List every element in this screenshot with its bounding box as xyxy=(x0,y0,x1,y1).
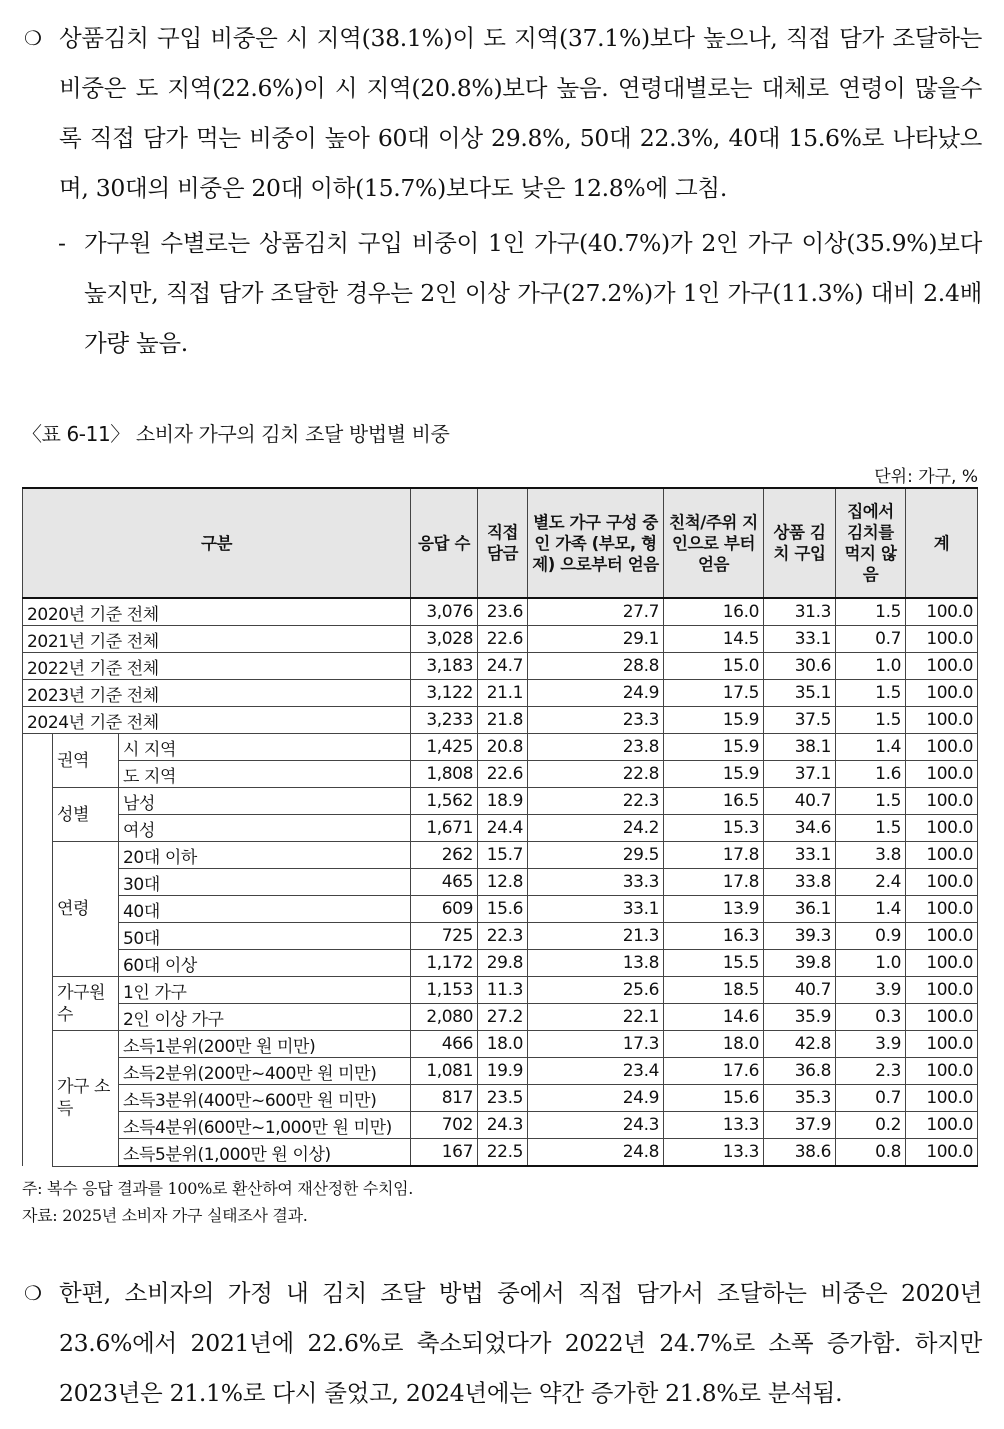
table-cell: 21.8 xyxy=(478,707,528,734)
table-cell: 24.9 xyxy=(528,1085,664,1112)
row-label: 소득5분위(1,000만 원 이상) xyxy=(119,1139,411,1167)
table-cell: 100.0 xyxy=(906,1004,978,1031)
table-cell: 35.9 xyxy=(764,1004,836,1031)
table-cell: 609 xyxy=(411,896,478,923)
table-cell: 13.3 xyxy=(664,1112,764,1139)
table-row xyxy=(23,707,978,734)
table-cell: 100.0 xyxy=(906,653,978,680)
table-cell: 15.3 xyxy=(664,815,764,842)
table-cell: 15.9 xyxy=(664,761,764,788)
table-cell: 18.5 xyxy=(664,977,764,1004)
table-cell: 1.4 xyxy=(836,896,906,923)
group-label: 가구 소득 xyxy=(53,1031,119,1167)
group-label: 권역 xyxy=(53,734,119,788)
table-cell: 2.4 xyxy=(836,869,906,896)
table-cell: 0.3 xyxy=(836,1004,906,1031)
circle-bullet-icon: ❍ xyxy=(24,1281,42,1305)
table-row xyxy=(23,950,978,977)
table-cell: 11.3 xyxy=(478,977,528,1004)
circle-bullet-icon: ❍ xyxy=(24,26,42,50)
column-header: 별도 가구 구성 중인 가족 (부모, 형제) 으로부터 얻음 xyxy=(528,488,664,598)
table-cell: 1.6 xyxy=(836,761,906,788)
table-cell: 24.9 xyxy=(528,680,664,707)
table-cell: 1,172 xyxy=(411,950,478,977)
table-cell: 1.4 xyxy=(836,734,906,761)
table-row xyxy=(23,842,978,869)
table-cell: 33.1 xyxy=(528,896,664,923)
table-footnote: 주: 복수 응답 결과를 100%로 환산하여 재산정한 수치임. xyxy=(22,1179,414,1198)
indent-cell xyxy=(23,842,53,977)
row-label: 소득1분위(200만 원 미만) xyxy=(119,1031,411,1058)
table-cell: 22.5 xyxy=(478,1139,528,1167)
table-cell: 17.3 xyxy=(528,1031,664,1058)
table-cell: 24.8 xyxy=(528,1139,664,1167)
paragraph-text: 가구원 수별로는 상품김치 구입 비중이 1인 가구(40.7%)가 2인 가구 이상(35.9%)보다 높지만, 직접 담가 조달한 경우는 2인 이상 가구(27.2%)가 1인 가구(11.3%) 대비 2.4배 가량 높음. xyxy=(84,229,982,357)
row-label: 2020년 기준 전체 xyxy=(23,598,411,626)
indent-cell xyxy=(23,1031,53,1167)
column-header: 구분 xyxy=(23,488,411,598)
row-label: 2021년 기준 전체 xyxy=(23,626,411,653)
row-label: 50대 xyxy=(119,923,411,950)
table-cell: 100.0 xyxy=(906,977,978,1004)
table-cell: 1.0 xyxy=(836,950,906,977)
dash-bullet: - xyxy=(58,229,66,257)
table-cell: 100.0 xyxy=(906,680,978,707)
row-label: 20대 이하 xyxy=(119,842,411,869)
table-cell: 466 xyxy=(411,1031,478,1058)
row-label: 소득4분위(600만~1,000만 원 미만) xyxy=(119,1112,411,1139)
table-cell: 22.6 xyxy=(478,761,528,788)
table-cell: 33.3 xyxy=(528,869,664,896)
table-cell: 17.8 xyxy=(664,842,764,869)
table-cell: 15.9 xyxy=(664,734,764,761)
table-cell: 21.3 xyxy=(528,923,664,950)
table-row xyxy=(23,1085,978,1112)
row-label: 30대 xyxy=(119,869,411,896)
table-cell: 100.0 xyxy=(906,598,978,626)
table-cell: 22.8 xyxy=(528,761,664,788)
table-cell: 725 xyxy=(411,923,478,950)
table-cell: 17.6 xyxy=(664,1058,764,1085)
table-cell: 21.1 xyxy=(478,680,528,707)
paragraph-text: 상품김치 구입 비중은 시 지역(38.1%)이 도 지역(37.1%)보다 높으나, 직접 담가 조달하는 비중은 도 지역(22.6%)이 시 지역(20.8%)보다 높음. 연령대별로는 대체로 연령이 많을수록 직접 담가 먹는 비중이 높아 60대 이상 29.8%, 50대 22.3%, 40대 15.6%로 나타났으며, 30대의 비중은 20대 이하(15.7%)보다도 낮은 12.8%에 그침. xyxy=(59,24,982,202)
table-cell: 1,671 xyxy=(411,815,478,842)
table-cell: 18.9 xyxy=(478,788,528,815)
row-label: 여성 xyxy=(119,815,411,842)
table-cell: 24.4 xyxy=(478,815,528,842)
table-cell: 15.9 xyxy=(664,707,764,734)
table-cell: 33.1 xyxy=(764,842,836,869)
table-cell: 3.8 xyxy=(836,842,906,869)
table-row xyxy=(23,1004,978,1031)
table-cell: 39.3 xyxy=(764,923,836,950)
table-cell: 0.2 xyxy=(836,1112,906,1139)
row-label: 2023년 기준 전체 xyxy=(23,680,411,707)
column-header: 계 xyxy=(906,488,978,598)
table-cell: 1,808 xyxy=(411,761,478,788)
table-cell: 100.0 xyxy=(906,896,978,923)
row-label: 소득2분위(200만~400만 원 미만) xyxy=(119,1058,411,1085)
table-cell: 39.8 xyxy=(764,950,836,977)
row-label: 1인 가구 xyxy=(119,977,411,1004)
kimchi-procurement-table xyxy=(22,487,978,1167)
table-cell: 37.9 xyxy=(764,1112,836,1139)
table-cell: 16.0 xyxy=(664,598,764,626)
table-cell: 3.9 xyxy=(836,1031,906,1058)
table-row xyxy=(23,788,978,815)
row-label: 소득3분위(400만~600만 원 미만) xyxy=(119,1085,411,1112)
table-cell: 1.5 xyxy=(836,815,906,842)
table-cell: 100.0 xyxy=(906,869,978,896)
table-row xyxy=(23,1031,978,1058)
table-cell: 35.3 xyxy=(764,1085,836,1112)
table-cell: 1,425 xyxy=(411,734,478,761)
table-cell: 24.7 xyxy=(478,653,528,680)
table-cell: 37.1 xyxy=(764,761,836,788)
table-row xyxy=(23,680,978,707)
table-row xyxy=(23,869,978,896)
column-header: 응답 수 xyxy=(411,488,478,598)
table-row xyxy=(23,1058,978,1085)
table-cell: 100.0 xyxy=(906,734,978,761)
table-cell: 24.3 xyxy=(478,1112,528,1139)
table-cell: 36.8 xyxy=(764,1058,836,1085)
table-row xyxy=(23,1139,978,1167)
table-cell: 36.1 xyxy=(764,896,836,923)
table-row xyxy=(23,734,978,761)
table-row xyxy=(23,815,978,842)
table-row xyxy=(23,977,978,1004)
table-cell: 23.8 xyxy=(528,734,664,761)
indent-cell xyxy=(23,734,53,788)
table-cell: 40.7 xyxy=(764,788,836,815)
table-cell: 34.6 xyxy=(764,815,836,842)
table-cell: 3,233 xyxy=(411,707,478,734)
table-row xyxy=(23,653,978,680)
group-label: 가구원 수 xyxy=(53,977,119,1031)
table-cell: 31.3 xyxy=(764,598,836,626)
table-cell: 100.0 xyxy=(906,788,978,815)
table-cell: 100.0 xyxy=(906,1031,978,1058)
table-cell: 22.3 xyxy=(528,788,664,815)
row-label: 남성 xyxy=(119,788,411,815)
table-cell: 35.1 xyxy=(764,680,836,707)
table-cell: 16.3 xyxy=(664,923,764,950)
table-cell: 100.0 xyxy=(906,950,978,977)
table-cell: 16.5 xyxy=(664,788,764,815)
table-cell: 1.5 xyxy=(836,788,906,815)
table-cell: 37.5 xyxy=(764,707,836,734)
table-cell: 0.9 xyxy=(836,923,906,950)
table-row xyxy=(23,923,978,950)
table-cell: 1.5 xyxy=(836,598,906,626)
table-cell: 100.0 xyxy=(906,815,978,842)
table-cell: 100.0 xyxy=(906,842,978,869)
table-cell: 1.0 xyxy=(836,653,906,680)
table-cell: 23.5 xyxy=(478,1085,528,1112)
table-cell: 15.5 xyxy=(664,950,764,977)
table-cell: 15.6 xyxy=(664,1085,764,1112)
group-label: 연령 xyxy=(53,842,119,977)
table-cell: 24.3 xyxy=(528,1112,664,1139)
table-cell: 100.0 xyxy=(906,1058,978,1085)
table-cell: 3,028 xyxy=(411,626,478,653)
table-cell: 100.0 xyxy=(906,707,978,734)
table-cell: 13.8 xyxy=(528,950,664,977)
table-cell: 12.8 xyxy=(478,869,528,896)
table-row xyxy=(23,598,978,626)
table-cell: 100.0 xyxy=(906,626,978,653)
table-cell: 100.0 xyxy=(906,1085,978,1112)
table-source: 자료: 2025년 소비자 가구 실태조사 결과. xyxy=(22,1206,308,1225)
table-cell: 23.6 xyxy=(478,598,528,626)
table-cell: 465 xyxy=(411,869,478,896)
table-cell: 22.6 xyxy=(478,626,528,653)
row-label: 도 지역 xyxy=(119,761,411,788)
table-cell: 1.5 xyxy=(836,680,906,707)
table-cell: 23.3 xyxy=(528,707,664,734)
table-cell: 17.5 xyxy=(664,680,764,707)
table-cell: 38.6 xyxy=(764,1139,836,1167)
table-cell: 22.3 xyxy=(478,923,528,950)
table-cell: 167 xyxy=(411,1139,478,1167)
column-header: 직접 담금 xyxy=(478,488,528,598)
table-row xyxy=(23,761,978,788)
row-label: 2022년 기준 전체 xyxy=(23,653,411,680)
table-cell: 15.0 xyxy=(664,653,764,680)
table-cell: 38.1 xyxy=(764,734,836,761)
table-cell: 3,076 xyxy=(411,598,478,626)
column-header: 상품 김치 구입 xyxy=(764,488,836,598)
table-cell: 0.7 xyxy=(836,626,906,653)
table-cell: 19.9 xyxy=(478,1058,528,1085)
table-unit: 단위: 가구, % xyxy=(874,467,978,487)
table-cell: 100.0 xyxy=(906,761,978,788)
table-cell: 817 xyxy=(411,1085,478,1112)
table-cell: 25.6 xyxy=(528,977,664,1004)
table-cell: 18.0 xyxy=(664,1031,764,1058)
table-cell: 100.0 xyxy=(906,1139,978,1167)
paragraph-household-size xyxy=(58,218,982,368)
table-cell: 27.7 xyxy=(528,598,664,626)
table-cell: 1,562 xyxy=(411,788,478,815)
table-notes xyxy=(22,1175,413,1229)
table-cell: 28.8 xyxy=(528,653,664,680)
table-cell: 15.6 xyxy=(478,896,528,923)
table-row xyxy=(23,626,978,653)
row-label: 2인 이상 가구 xyxy=(119,1004,411,1031)
row-label: 2024년 기준 전체 xyxy=(23,707,411,734)
table-cell: 13.9 xyxy=(664,896,764,923)
table-cell: 2.3 xyxy=(836,1058,906,1085)
table-cell: 27.2 xyxy=(478,1004,528,1031)
table-cell: 33.1 xyxy=(764,626,836,653)
table-cell: 22.1 xyxy=(528,1004,664,1031)
table-header xyxy=(23,488,978,598)
table-cell: 29.8 xyxy=(478,950,528,977)
column-header: 친척/주위 지인으로 부터 얻음 xyxy=(664,488,764,598)
table-cell: 1,153 xyxy=(411,977,478,1004)
indent-cell xyxy=(23,977,53,1031)
table-cell: 29.5 xyxy=(528,842,664,869)
table-cell: 33.8 xyxy=(764,869,836,896)
table-cell: 30.6 xyxy=(764,653,836,680)
table-cell: 100.0 xyxy=(906,923,978,950)
table-cell: 42.8 xyxy=(764,1031,836,1058)
paragraph-trend xyxy=(24,1268,982,1418)
table-cell: 0.7 xyxy=(836,1085,906,1112)
table-cell: 100.0 xyxy=(906,1112,978,1139)
table-cell: 702 xyxy=(411,1112,478,1139)
table-cell: 15.7 xyxy=(478,842,528,869)
table-cell: 2,080 xyxy=(411,1004,478,1031)
row-label: 시 지역 xyxy=(119,734,411,761)
row-label: 60대 이상 xyxy=(119,950,411,977)
table-cell: 3.9 xyxy=(836,977,906,1004)
table-cell: 262 xyxy=(411,842,478,869)
table-title: 〈표 6-11〉 소비자 가구의 김치 조달 방법별 비중 xyxy=(22,422,450,446)
table-cell: 24.2 xyxy=(528,815,664,842)
table-cell: 29.1 xyxy=(528,626,664,653)
column-header: 집에서 김치를 먹지 않음 xyxy=(836,488,906,598)
table-cell: 0.8 xyxy=(836,1139,906,1167)
table-cell: 17.8 xyxy=(664,869,764,896)
table-cell: 14.6 xyxy=(664,1004,764,1031)
table-cell: 23.4 xyxy=(528,1058,664,1085)
table-cell: 20.8 xyxy=(478,734,528,761)
table-cell: 3,183 xyxy=(411,653,478,680)
indent-cell xyxy=(23,788,53,842)
table-cell: 13.3 xyxy=(664,1139,764,1167)
table-cell: 3,122 xyxy=(411,680,478,707)
table-cell: 18.0 xyxy=(478,1031,528,1058)
table-cell: 14.5 xyxy=(664,626,764,653)
table-cell: 40.7 xyxy=(764,977,836,1004)
table-cell: 1.5 xyxy=(836,707,906,734)
table-row xyxy=(23,896,978,923)
table-row xyxy=(23,1112,978,1139)
table-cell: 1,081 xyxy=(411,1058,478,1085)
group-label: 성별 xyxy=(53,788,119,842)
paragraph-region-age xyxy=(24,13,982,213)
row-label: 40대 xyxy=(119,896,411,923)
paragraph-text: 한편, 소비자의 가정 내 김치 조달 방법 중에서 직접 담가서 조달하는 비중은 2020년 23.6%에서 2021년에 22.6%로 축소되었다가 2022년 24.7%로 소폭 증가함. 하지만 2023년은 21.1%로 다시 줄었고, 2024년에는 약간 증가한 21.8%로 분석됨. xyxy=(59,1279,982,1407)
